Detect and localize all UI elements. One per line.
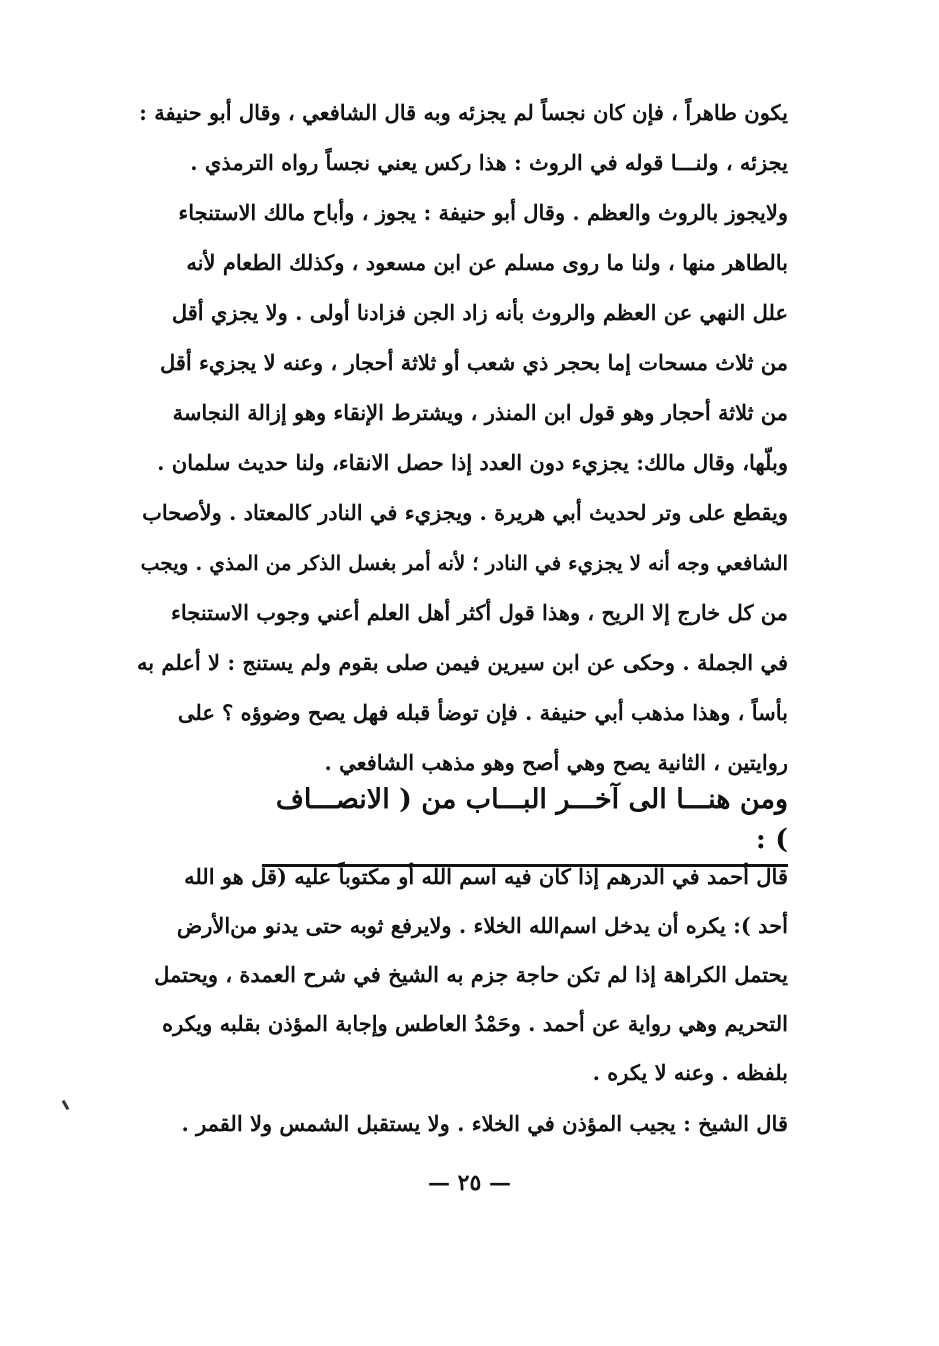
paragraph-1 <box>132 88 788 788</box>
text-line: ولايجوز بالروث والعظم . وقال أبو حنيفة : يجوز ، وأباح مالك الاستنجاء <box>178 200 788 225</box>
text-line: بلفظه . وعنه لا يكره . <box>592 1060 788 1085</box>
text-line: أحد ): يكره أن يدخل اسم‌الله الخلاء . ولايرفع ثوبه حتى يدنو من‌الأرض <box>176 913 788 938</box>
paragraph-3 <box>132 1100 788 1148</box>
text-line: يحتمل الكراهة إذا لم تكن حاجة جزم به الشيخ في شرح العمدة ، ويحتمل <box>154 962 788 987</box>
text-line: وبلّها، وقال مالك: يجزيء دون العدد إذا حصل الانقاء، ولنا حديث سلمان . <box>157 450 788 475</box>
text-line: بالطاهر منها ، ولنا ما روى مسلم عن ابن مسعود ، وكذلك الطعام لأنه <box>186 250 788 275</box>
text-line: علل النهي عن العظم والروث بأنه زاد الجن فزادنا أولى . ولا يجزي أقل <box>171 300 788 325</box>
text-line: من كل خارج إلا الريح ، وهذا قول أكثر أهل العلم أعني وجوب الاستنجاء <box>171 600 788 625</box>
text-line: قال أحمد في الدرهم إذا كان فيه اسم الله أو مكتوباً عليه (قل هو الله <box>184 864 788 889</box>
text-line: التحريم وهي رواية عن أحمد . وحَمْدُ العاطس وإجابة المؤذن بقلبه ويكره <box>162 1011 788 1036</box>
text-line: من ثلاثة أحجار وهو قول ابن المنذر ، ويشترط الإنقاء وهو إزالة النجاسة <box>172 400 788 425</box>
text-line: ويقطع على وتر لحديث أبي هريرة . ويجزيء في النادر كالمعتاد . ولأصحاب <box>142 500 788 525</box>
page-number: — ٢٥ — <box>428 1170 511 1196</box>
text-line: بأساً ، وهذا مذهب أبي حنيفة . فإن توضأ قبله فهل يصح وضوؤه ؟ على <box>177 700 788 725</box>
text-line: الشافعي وجه أنه لا يجزيء في النادر ؛ لأنه أمر بغسل الذكر من المذي . ويجب <box>140 551 788 575</box>
text-line: قال الشيخ : يجيب المؤذن في الخلاء . ولا يستقبل الشمس ولا القمر . <box>181 1111 788 1136</box>
text-line: من ثلاث مسحات إما بحجر ذي شعب أو ثلاثة أحجار ، وعنه لا يجزيء أقل <box>159 350 788 375</box>
text-line: يكون طاهراً ، فإن كان نجساً لم يجزئه وبه قال الشافعي ، وقال أبو حنيفة : <box>139 100 788 125</box>
text-line: في الجملة . وحكى عن ابن سيرين فيمن صلى بقوم ولم يستنج : لا أعلم به <box>137 650 788 675</box>
scan-mark <box>62 1100 70 1110</box>
section-heading-text: ومن هنـــا الى آخـــر البـــاب من ( الانصـــاف ) : <box>275 784 788 855</box>
paragraph-2 <box>132 852 788 1097</box>
text-line: يجزئه ، ولنـــا قوله في الروث : هذا ركس يعني نجساً رواه الترمذي . <box>190 150 788 175</box>
text-line: روايتين ، الثانية يصح وهي أصح وهو مذهب الشافعي . <box>324 750 788 775</box>
